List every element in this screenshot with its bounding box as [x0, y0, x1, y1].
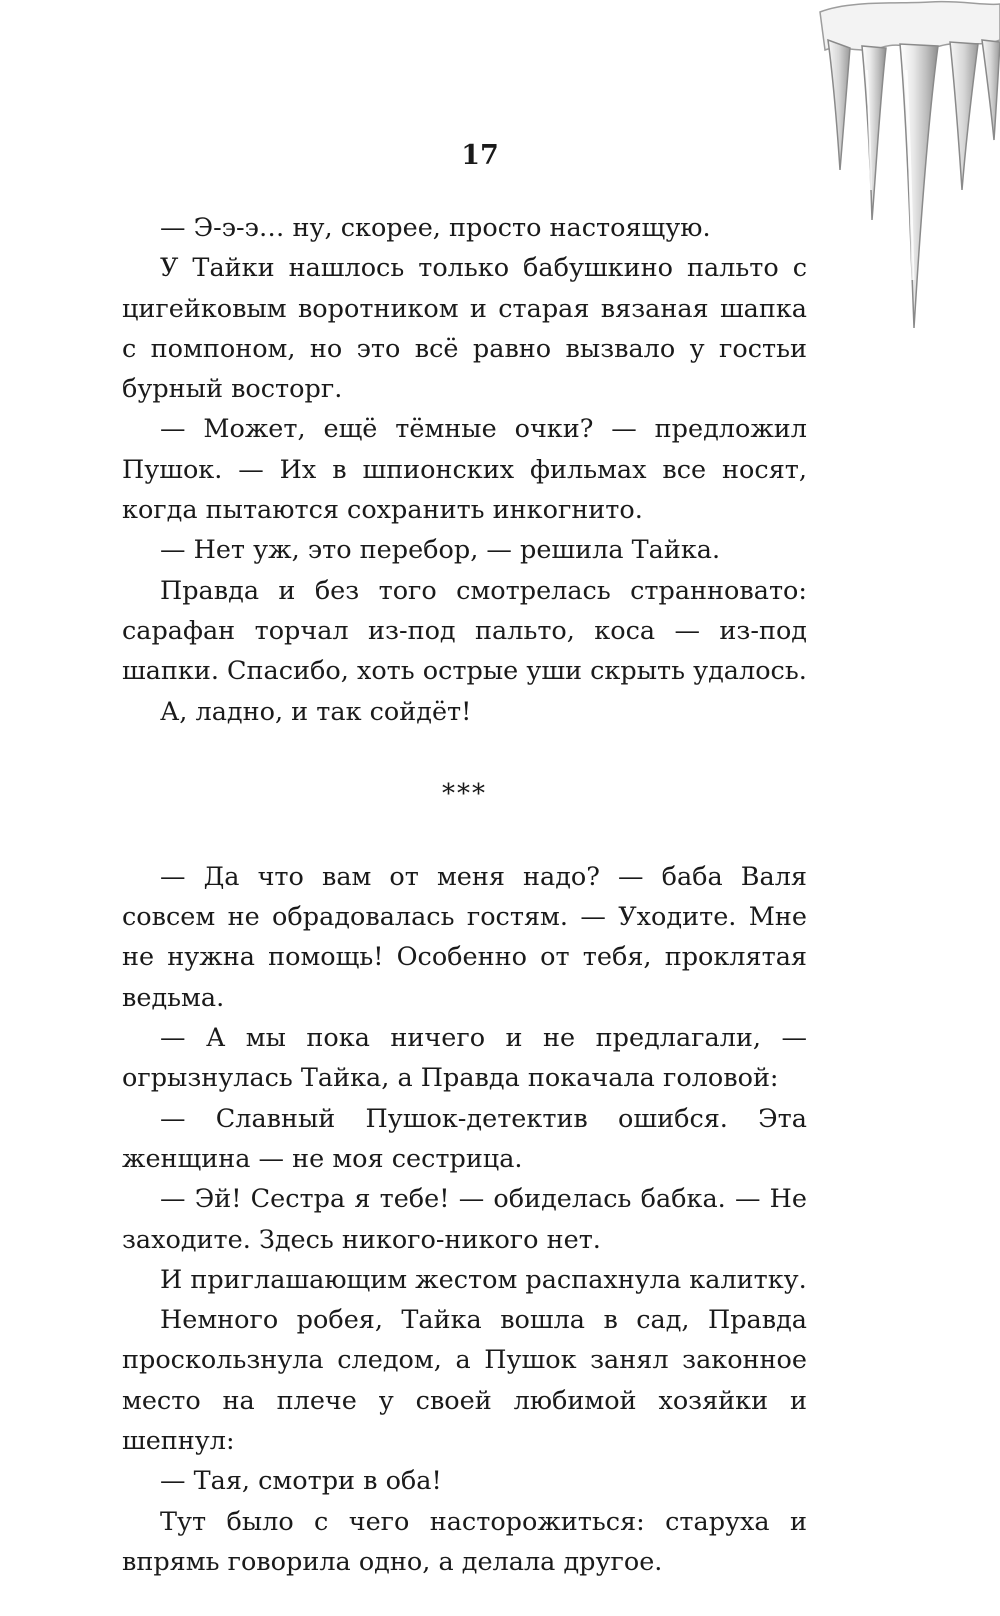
paragraph: А, ладно, и так сойдёт! — [160, 696, 472, 727]
paragraph: Правда и без того смотрелась странновато: сарафан торчал из-под пальто, коса — из-под шапки. Спасибо, хоть острые уши скрыть удалось. — [122, 575, 807, 687]
paragraph: Тут было с чего насторожиться: старуха и впрямь говорила одно, а делала другое. — [122, 1506, 807, 1577]
paragraph: — Тая, смотри в оба! — [160, 1466, 442, 1497]
paragraph: У Тайки нашлось только бабушкино пальто с цигейковым воротником и старая вязаная шапка с помпоном, но это всё равно вызвало у гостьи бурный восторг. — [122, 253, 807, 405]
paragraph: — А мы пока ничего и не предлагали, — огрызнулась Тайка, а Правда покачала головой: — [122, 1023, 807, 1094]
icicles-decoration — [810, 0, 1000, 350]
page-number: 17 — [461, 140, 499, 171]
paragraph: — Славный Пушок-детектив ошибся. Эта женщина — не моя сестрица. — [122, 1103, 807, 1174]
page-text — [122, 208, 807, 1582]
paragraph: — Э-э-э… ну, скорее, просто настоящую. — [160, 213, 711, 243]
section-divider: *** — [442, 778, 487, 809]
paragraph: — Да что вам от меня надо? — баба Валя совсем не обрадовалась гостям. — Уходите. Мне не нужна помощь! Особенно от тебя, проклятая ведьма. — [122, 861, 807, 1013]
paragraph: — Нет уж, это перебор, — решила Тайка. — [160, 535, 721, 566]
paragraph: И приглашающим жестом распахнула калитку. — [160, 1264, 807, 1295]
paragraph: — Может, ещё тёмные очки? — предложил Пушок. — Их в шпионских фильмах все носят, когда пытаются сохранить инкогнито. — [122, 414, 807, 526]
paragraph: Немного робея, Тайка вошла в сад, Правда проскользнула следом, а Пушок занял законное место на плече у своей любимой хозяйки и шепнул: — [122, 1305, 807, 1457]
paragraph: — Эй! Сестра я тебе! — обиделась бабка. — Не заходите. Здесь никого-никого нет. — [122, 1184, 807, 1255]
